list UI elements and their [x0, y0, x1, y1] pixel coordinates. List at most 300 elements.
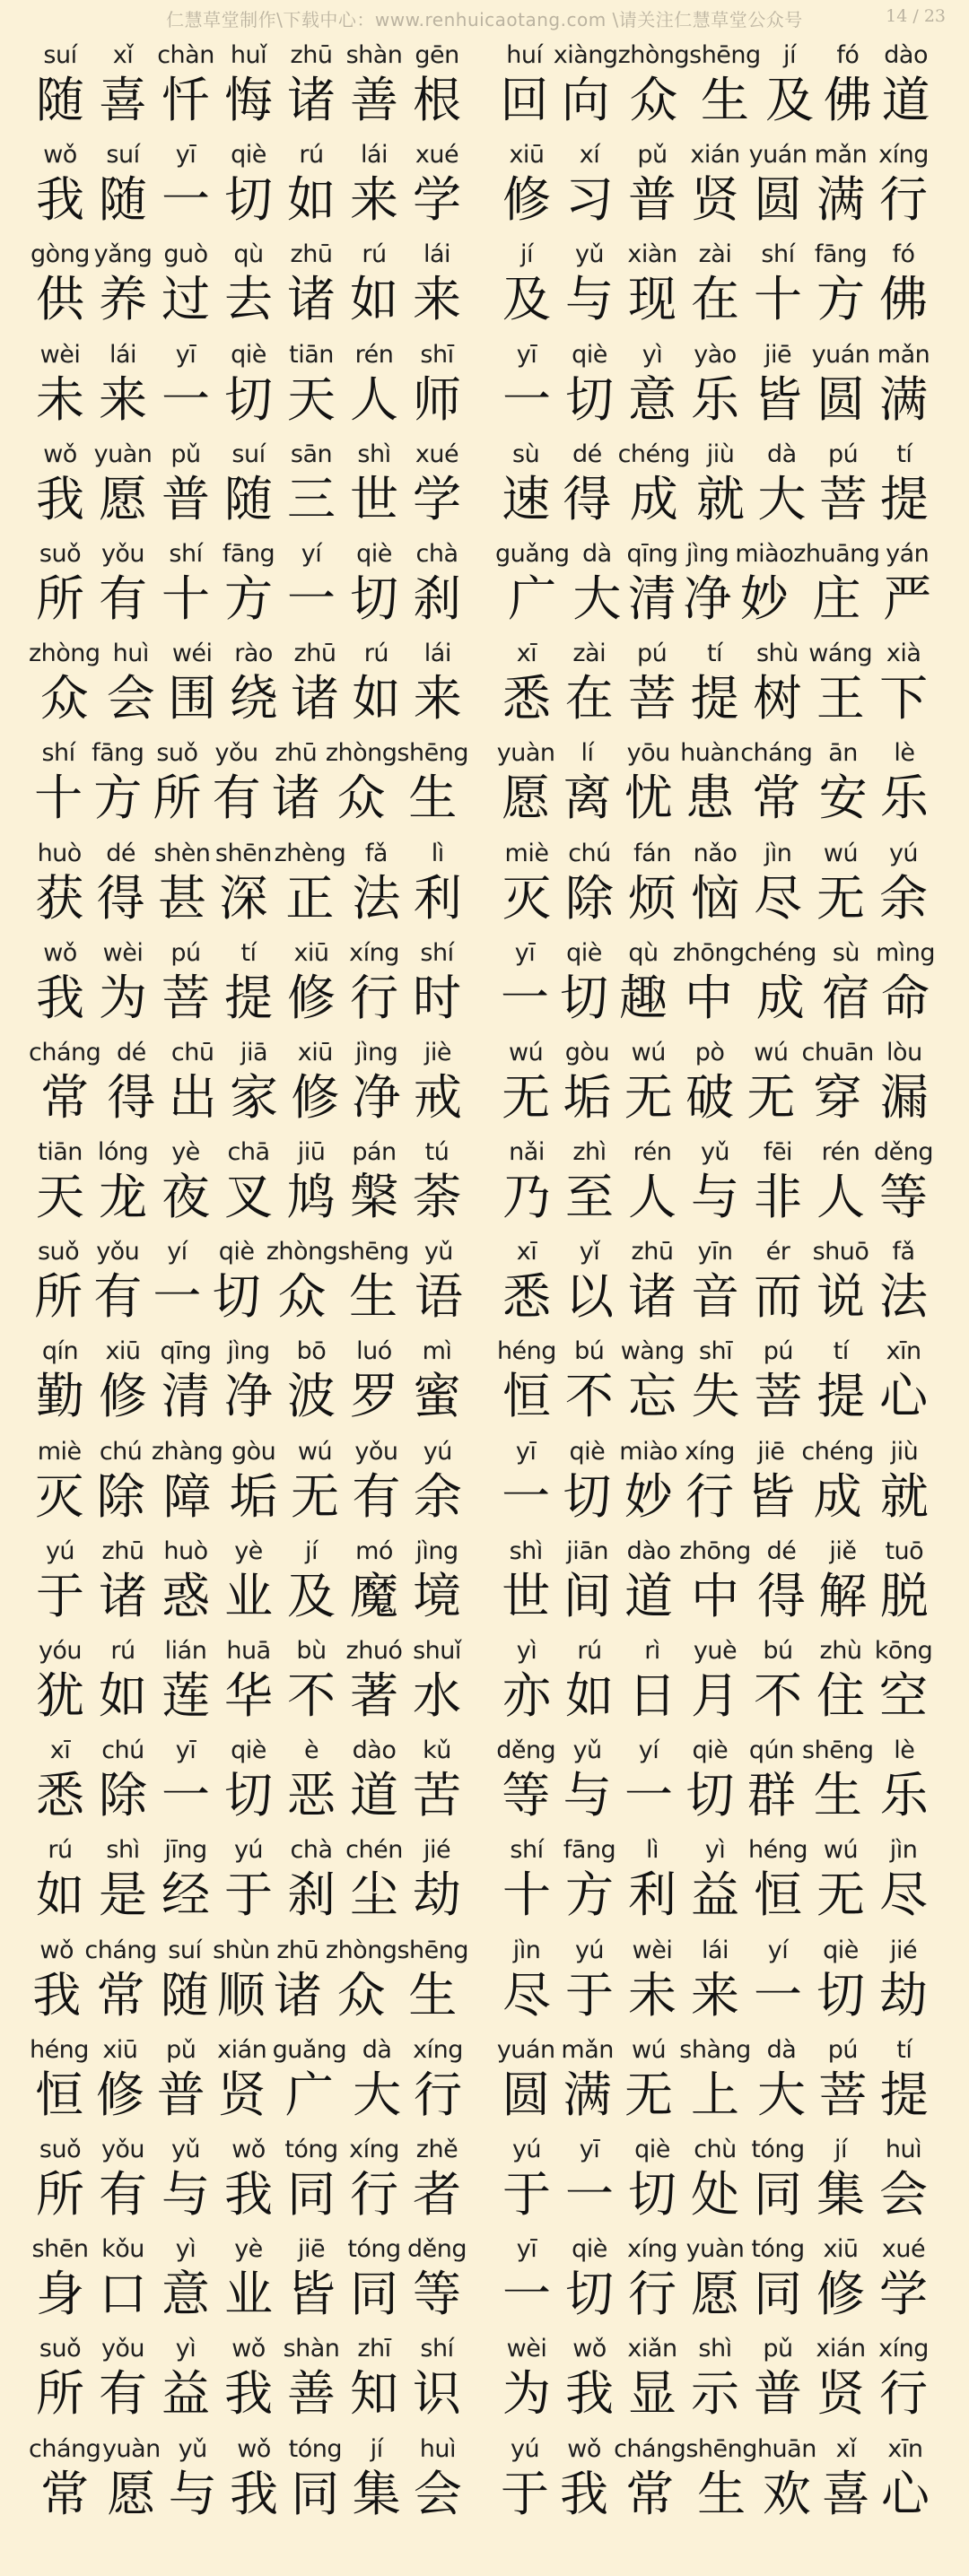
- pinyin-syllable: xiū: [509, 141, 545, 170]
- hanzi-character: 刹: [413, 570, 461, 627]
- pinyin-syllable: dé: [117, 1038, 146, 1066]
- hanzi-character: 悉: [36, 1767, 84, 1824]
- hanzi-character: 一: [162, 171, 210, 229]
- character-unit: [280, 1831, 343, 1924]
- hanzi-character: 广: [508, 570, 557, 627]
- character-unit: [213, 1931, 269, 2021]
- verse-phrase-row: [495, 1232, 935, 1326]
- pinyin-syllable: cháng: [29, 2434, 101, 2463]
- pinyin-syllable: shí: [761, 240, 795, 269]
- hanzi-character: 过: [162, 271, 210, 328]
- pinyin-syllable: yī: [175, 141, 196, 170]
- verse-phrase: [0, 335, 484, 435]
- hanzi-character: 菩: [754, 1368, 803, 1425]
- hanzi-character: 世: [350, 470, 398, 527]
- character-unit: [29, 2130, 92, 2223]
- character-unit: [343, 1332, 406, 1425]
- character-unit: [154, 1831, 217, 1924]
- character-unit: [406, 235, 468, 328]
- hanzi-character: 有: [99, 570, 147, 627]
- pinyin-syllable: tú: [424, 1138, 450, 1167]
- hanzi-character: 切: [563, 1467, 612, 1525]
- character-unit: [621, 1931, 684, 2021]
- hanzi-character: 惑: [162, 1567, 210, 1624]
- hanzi-character: 菩: [818, 470, 868, 527]
- hanzi-character: 集: [816, 2165, 865, 2223]
- character-unit: [346, 2031, 407, 2123]
- character-unit: [746, 1632, 809, 1724]
- hanzi-character: 无: [291, 1467, 340, 1525]
- verse-phrase-row: [29, 36, 468, 126]
- hanzi-character: 同: [350, 2266, 398, 2323]
- hanzi-character: 修: [502, 171, 551, 229]
- character-unit: [556, 1033, 617, 1126]
- verse-phrase-row: [495, 2230, 935, 2323]
- hanzi-character: 一: [162, 370, 210, 428]
- character-unit: [406, 1731, 468, 1824]
- pinyin-syllable: shuō: [812, 1238, 869, 1266]
- pinyin-syllable: chéng: [801, 1437, 874, 1466]
- hanzi-character: 不: [754, 1667, 802, 1724]
- character-unit: [801, 1033, 874, 1126]
- character-unit: [684, 2130, 746, 2223]
- hanzi-character: 世: [502, 1567, 551, 1624]
- verse-phrase: [0, 634, 484, 734]
- character-unit: [29, 1931, 84, 2021]
- hanzi-character: 道: [881, 72, 930, 128]
- verse-phrase: [0, 934, 484, 1033]
- hanzi-character: 身: [36, 2266, 84, 2323]
- pinyin-syllable: yuán: [811, 340, 870, 369]
- character-unit: [740, 1432, 801, 1525]
- pinyin-syllable: huò: [37, 839, 82, 867]
- pinyin-syllable: pú: [827, 2035, 859, 2064]
- character-unit: [280, 1632, 343, 1724]
- pinyin-syllable: yí: [638, 1736, 659, 1765]
- character-unit: [558, 2329, 621, 2423]
- pinyin-syllable: yè: [171, 1138, 200, 1167]
- character-unit: [816, 934, 876, 1026]
- character-unit: [684, 2329, 746, 2423]
- hanzi-character: 人: [350, 370, 398, 428]
- hanzi-character: 愿: [99, 470, 147, 527]
- hanzi-character: 勤: [36, 1368, 84, 1425]
- character-unit: [217, 2230, 280, 2323]
- verse-phrase: [0, 1632, 484, 1731]
- verse-phrase-row: [29, 1632, 468, 1724]
- character-unit: [679, 1532, 751, 1622]
- pinyin-syllable: wǒ: [43, 938, 77, 967]
- character-unit: [680, 535, 736, 627]
- pinyin-syllable: shí: [420, 2335, 454, 2363]
- hanzi-character: 佛: [879, 271, 928, 328]
- verse-phrase: [0, 435, 484, 535]
- character-unit: [735, 535, 794, 627]
- character-unit: [92, 1831, 154, 1924]
- character-unit: [801, 1432, 874, 1525]
- character-unit: [272, 2031, 347, 2123]
- pinyin-syllable: děng: [873, 1138, 933, 1167]
- pinyin-syllable: chéng: [744, 938, 816, 967]
- pinyin-syllable: gòng: [31, 240, 90, 269]
- pinyin-syllable: yì: [175, 2235, 196, 2264]
- verse-phrase: [0, 1731, 484, 1831]
- hanzi-character: 生: [408, 770, 458, 827]
- pinyin-syllable: jié: [423, 1836, 451, 1865]
- verse-phrase: [484, 235, 969, 335]
- hanzi-character: 诸: [628, 1268, 677, 1326]
- pinyin-syllable: héng: [748, 1836, 808, 1865]
- hanzi-character: 成: [755, 969, 805, 1026]
- pinyin-syllable: qiè: [231, 1736, 266, 1765]
- character-unit: [29, 235, 92, 328]
- hanzi-character: 解: [818, 1567, 868, 1624]
- hanzi-character: 余: [413, 1467, 462, 1525]
- pinyin-syllable: ān: [828, 739, 858, 768]
- hanzi-character: 乐: [879, 770, 929, 827]
- verse-grid: [0, 36, 969, 2529]
- character-unit: [151, 1432, 223, 1525]
- character-unit: [689, 36, 761, 126]
- hanzi-character: 提: [879, 470, 929, 527]
- character-unit: [29, 1133, 92, 1226]
- character-unit: [29, 834, 90, 927]
- pinyin-syllable: tí: [240, 938, 257, 967]
- character-unit: [809, 2230, 872, 2323]
- hanzi-character: 行: [879, 2365, 928, 2423]
- verse-phrase: [0, 2230, 484, 2329]
- hanzi-character: 夜: [162, 1169, 210, 1226]
- character-unit: [740, 1033, 801, 1126]
- hanzi-character: 妙: [624, 1467, 673, 1525]
- character-unit: [495, 1632, 558, 1724]
- hanzi-character: 道: [624, 1567, 674, 1624]
- pinyin-syllable: shì: [698, 2335, 732, 2363]
- character-unit: [558, 1632, 621, 1724]
- character-unit: [29, 1731, 92, 1824]
- pinyin-syllable: wú: [754, 1038, 789, 1066]
- hanzi-character: 识: [413, 2365, 461, 2423]
- character-unit: [217, 1332, 280, 1425]
- pinyin-syllable: fǎ: [892, 1238, 915, 1266]
- hanzi-character: 欢: [762, 2465, 811, 2522]
- pinyin-syllable: cháng: [29, 1038, 101, 1066]
- hanzi-character: 方: [565, 1867, 614, 1924]
- hanzi-character: 苦: [413, 1767, 461, 1824]
- verse-phrase: [484, 1432, 969, 1532]
- pinyin-syllable: xiū: [105, 1337, 141, 1366]
- hanzi-character: 一: [162, 1767, 210, 1824]
- verse-phrase: [484, 1731, 969, 1831]
- pinyin-syllable: jìn: [764, 839, 792, 867]
- character-unit: [407, 634, 468, 727]
- hanzi-character: 满: [879, 370, 928, 428]
- character-unit: [495, 1232, 558, 1326]
- hanzi-character: 间: [563, 1567, 612, 1624]
- pinyin-syllable: fán: [633, 839, 671, 867]
- pinyin-syllable: jiū: [297, 1138, 326, 1167]
- hanzi-character: 如: [350, 271, 398, 328]
- pinyin-syllable: xià: [886, 640, 921, 668]
- pinyin-syllable: chàn: [157, 41, 214, 69]
- hanzi-character: 修: [816, 2266, 865, 2323]
- character-unit: [744, 934, 816, 1026]
- pinyin-syllable: bù: [296, 1637, 327, 1665]
- pinyin-syllable: jiù: [706, 439, 735, 468]
- character-unit: [875, 934, 936, 1026]
- character-unit: [29, 1232, 88, 1326]
- hanzi-character: 无: [816, 1867, 865, 1924]
- character-unit: [495, 1432, 556, 1525]
- hanzi-character: 养: [99, 271, 147, 328]
- hanzi-character: 法: [879, 1268, 928, 1326]
- pinyin-syllable: suǒ: [37, 1238, 80, 1266]
- hanzi-character: 除: [565, 869, 614, 927]
- pinyin-syllable: xī: [516, 1238, 537, 1266]
- pinyin-syllable: dé: [766, 1536, 797, 1565]
- pinyin-syllable: wàng: [620, 1337, 685, 1366]
- hanzi-character: 愿: [691, 2266, 739, 2323]
- character-unit: [872, 335, 935, 428]
- character-unit: [673, 934, 745, 1026]
- hanzi-character: 一: [754, 1966, 802, 2023]
- hanzi-character: 垢: [229, 1467, 278, 1525]
- character-unit: [92, 1632, 154, 1724]
- pinyin-syllable: rén: [354, 340, 394, 369]
- character-unit: [29, 734, 88, 827]
- character-unit: [874, 1532, 935, 1622]
- hanzi-character: 十: [34, 770, 83, 827]
- pinyin-syllable: zhě: [415, 2135, 458, 2163]
- pinyin-syllable: yǔ: [170, 2135, 201, 2163]
- pinyin-syllable: chà: [290, 1836, 333, 1865]
- character-unit: [92, 2130, 154, 2223]
- hanzi-character: 一: [501, 969, 549, 1026]
- character-unit: [684, 135, 746, 229]
- character-unit: [92, 2329, 154, 2423]
- pinyin-syllable: lái: [701, 1936, 729, 1964]
- character-unit: [618, 1532, 679, 1622]
- pinyin-syllable: chú: [101, 1736, 144, 1765]
- character-unit: [621, 834, 684, 927]
- pinyin-syllable: shùn: [213, 1936, 270, 1964]
- hanzi-character: 菩: [818, 2066, 868, 2123]
- character-unit: [280, 2329, 343, 2423]
- pinyin-syllable: tiān: [289, 340, 334, 369]
- character-unit: [92, 1731, 154, 1824]
- hanzi-character: 切: [224, 370, 273, 428]
- hanzi-character: 住: [816, 1667, 865, 1724]
- hanzi-character: 我: [32, 1966, 82, 2023]
- pinyin-syllable: fó: [892, 240, 915, 269]
- hanzi-character: 是: [99, 1867, 147, 1924]
- character-unit: [407, 2430, 468, 2522]
- verse-phrase-row: [29, 2230, 468, 2323]
- character-unit: [621, 135, 684, 229]
- hanzi-character: 来: [413, 670, 462, 727]
- hanzi-character: 我: [36, 171, 84, 229]
- character-unit: [556, 1532, 617, 1622]
- character-unit: [746, 2130, 809, 2223]
- pinyin-syllable: huì: [112, 640, 149, 668]
- character-unit: [154, 335, 217, 428]
- pinyin-syllable: qiè: [634, 2135, 670, 2163]
- hanzi-character: 提: [690, 670, 739, 727]
- hanzi-character: 一: [287, 570, 336, 627]
- hanzi-character: 出: [168, 1068, 217, 1126]
- hanzi-character: 失: [691, 1368, 740, 1425]
- pinyin-syllable: yè: [234, 1536, 263, 1565]
- pinyin-syllable: jiān: [566, 1536, 608, 1565]
- character-unit: [751, 2031, 812, 2123]
- verse-phrase-row: [29, 1831, 468, 1924]
- pinyin-syllable: jiē: [764, 340, 792, 369]
- character-unit: [280, 2230, 343, 2323]
- pinyin-syllable: qiè: [692, 1736, 729, 1765]
- hanzi-character: 一: [565, 2165, 614, 2223]
- character-unit: [812, 2031, 873, 2123]
- pinyin-syllable: rào: [234, 640, 273, 668]
- hanzi-character: 莲: [162, 1667, 210, 1724]
- hanzi-character: 切: [816, 1966, 865, 2023]
- pinyin-syllable: rén: [633, 1138, 672, 1167]
- pinyin-syllable: lè: [894, 739, 915, 768]
- character-unit: [280, 2130, 343, 2223]
- pinyin-syllable: yí: [767, 1936, 789, 1964]
- character-unit: [343, 2130, 406, 2223]
- hanzi-character: 等: [502, 1767, 551, 1824]
- character-unit: [326, 1931, 397, 2021]
- hanzi-character: 十: [162, 570, 210, 627]
- pinyin-syllable: gēn: [415, 41, 459, 69]
- pinyin-syllable: wǒ: [231, 2135, 266, 2163]
- character-unit: [621, 335, 684, 428]
- character-unit: [558, 1831, 621, 1924]
- verse-phrase-row: [495, 535, 935, 627]
- character-unit: [751, 435, 812, 525]
- character-unit: [29, 435, 92, 525]
- character-unit: [266, 734, 326, 827]
- character-unit: [280, 36, 343, 126]
- character-unit: [29, 1432, 90, 1525]
- verse-phrase-row: [495, 2329, 935, 2423]
- pinyin-syllable: shēn: [214, 839, 272, 867]
- character-unit: [621, 1632, 684, 1724]
- hanzi-character: 无: [502, 1068, 551, 1126]
- character-unit: [92, 1532, 154, 1622]
- character-unit: [409, 1232, 468, 1326]
- pinyin-syllable: wǒ: [567, 2434, 601, 2463]
- pinyin-syllable: wǒ: [39, 1936, 74, 1964]
- character-unit: [872, 1632, 935, 1724]
- character-unit: [556, 2031, 617, 2123]
- hanzi-character: 三: [287, 470, 336, 527]
- character-unit: [614, 934, 673, 1026]
- character-unit: [406, 1532, 468, 1622]
- pinyin-syllable: rú: [299, 141, 324, 170]
- verse-phrase: [484, 2430, 969, 2529]
- character-unit: [154, 36, 217, 126]
- pinyin-syllable: tóng: [751, 2235, 805, 2264]
- character-unit: [343, 1632, 406, 1724]
- verse-phrase-row: [29, 834, 468, 927]
- character-unit: [88, 734, 147, 827]
- pinyin-syllable: yì: [175, 2335, 196, 2363]
- pinyin-syllable: yī: [515, 1437, 537, 1466]
- pinyin-syllable: zhū: [631, 1238, 674, 1266]
- character-unit: [495, 2329, 558, 2423]
- pinyin-syllable: dào: [352, 1736, 397, 1765]
- character-unit: [217, 235, 280, 328]
- pinyin-syllable: zhòng: [29, 640, 100, 668]
- hanzi-character: 成: [629, 470, 678, 527]
- hanzi-character: 亦: [502, 1667, 551, 1724]
- hanzi-character: 漏: [879, 1068, 929, 1126]
- verse-phrase-row: [29, 1931, 468, 2021]
- pinyin-syllable: yī: [516, 340, 537, 369]
- character-unit: [343, 535, 406, 627]
- verse-phrase-row: [29, 1731, 468, 1824]
- character-unit: [558, 1332, 621, 1425]
- pinyin-syllable: dé: [106, 839, 135, 867]
- pinyin-syllable: shēng: [685, 2434, 757, 2463]
- hanzi-character: 与: [565, 271, 614, 328]
- hanzi-character: 严: [883, 570, 932, 627]
- pinyin-syllable: tí: [896, 439, 912, 468]
- hanzi-character: 王: [816, 670, 865, 727]
- pinyin-syllable: chà: [415, 539, 458, 568]
- character-unit: [343, 1731, 406, 1824]
- pinyin-syllable: yǒu: [214, 739, 258, 768]
- pinyin-syllable: guǎng: [495, 539, 570, 568]
- character-unit: [29, 1033, 101, 1126]
- pinyin-syllable: shèn: [153, 839, 211, 867]
- pinyin-syllable: shēng: [397, 1936, 468, 1964]
- pinyin-syllable: shàn: [283, 2335, 340, 2363]
- pinyin-syllable: yú: [574, 1936, 605, 1964]
- verse-phrase: [0, 834, 484, 934]
- character-unit: [558, 235, 621, 328]
- pinyin-syllable: qiè: [231, 141, 266, 170]
- hanzi-character: 乐: [691, 370, 739, 428]
- hanzi-character: 穿: [813, 1068, 862, 1126]
- character-unit: [558, 634, 621, 727]
- verse-phrase: [484, 2031, 969, 2130]
- pinyin-syllable: yú: [510, 2434, 540, 2463]
- pinyin-syllable: yuàn: [685, 2235, 745, 2264]
- pinyin-syllable: yǒu: [354, 1437, 398, 1466]
- pinyin-syllable: shù: [755, 640, 799, 668]
- pinyin-syllable: yì: [642, 340, 663, 369]
- pinyin-syllable: wǒ: [43, 141, 77, 170]
- hanzi-character: 回: [500, 72, 549, 128]
- hanzi-character: 槃: [350, 1169, 398, 1226]
- pinyin-syllable: yuè: [693, 1637, 738, 1665]
- hanzi-character: 所: [36, 570, 84, 627]
- character-unit: [793, 535, 880, 627]
- hanzi-character: 空: [879, 1667, 928, 1724]
- hanzi-character: 及: [287, 1567, 336, 1624]
- hanzi-character: 切: [224, 171, 273, 229]
- hanzi-character: 一: [153, 1268, 202, 1326]
- hanzi-character: 烦: [628, 869, 677, 927]
- hanzi-character: 于: [501, 2465, 550, 2522]
- hanzi-character: 下: [879, 670, 929, 727]
- character-unit: [872, 634, 935, 727]
- character-unit: [874, 2031, 935, 2123]
- hanzi-character: 师: [413, 370, 461, 428]
- character-unit: [809, 335, 872, 428]
